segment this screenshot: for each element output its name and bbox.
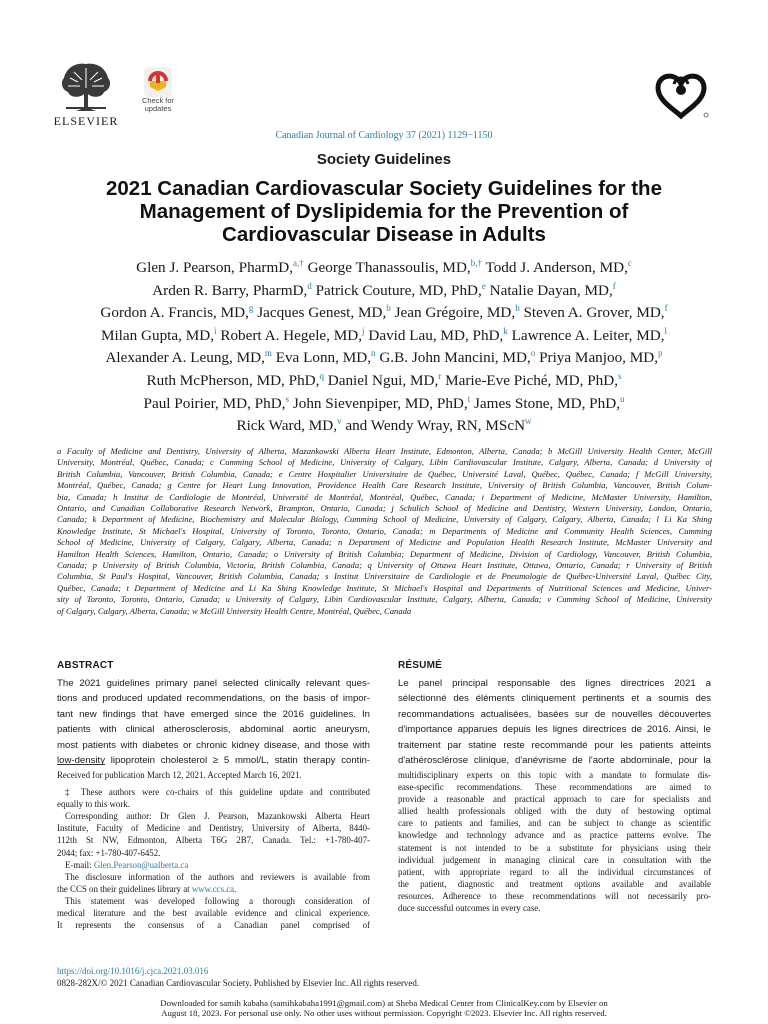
- author-affiliation-marker[interactable]: v: [337, 416, 342, 427]
- statement-note: It represents the consensus of a Canadian panel comprised of: [57, 920, 370, 931]
- copyright-line: 0828-282X/© 2021 Canadian Cardiovascular Society. Published by Elsevier Inc. All rights reserved.: [57, 978, 420, 988]
- author-name: James Stone, MD, PhD,: [470, 394, 620, 412]
- elsevier-tree-icon: [56, 58, 116, 113]
- author-name: John Sievenpiper, MD, PhD,: [289, 394, 468, 412]
- footnotes: [57, 769, 370, 931]
- author-affiliation-marker[interactable]: t: [467, 393, 471, 404]
- author-affiliation-marker[interactable]: w: [525, 416, 532, 427]
- affiliation-line: Knowledge Institute, St Michael's Hospital, University of Toronto, Toronto, Ontario, Canada; m Departments of Medicine and Community Health Sciences, Cumming: [57, 525, 712, 536]
- author-line: [40, 325, 728, 348]
- affiliation-line: School of Medicine, University of Calgary, Calgary, Alberta, Canada; n Department of Medicine and Population Health Research Institute, McMaster University and: [57, 537, 712, 548]
- abstract-line: patients with clinical atherosclerosis, abdominal aortic aneurysm,: [57, 724, 370, 736]
- author-affiliation-marker[interactable]: d: [307, 280, 312, 291]
- corresponding-author: Institute, Faculty of Medicine and Dentistry, University of Alberta, 8440-: [57, 823, 370, 834]
- affiliation-line: Montréal, Québec, Canada; g Centre for Heart Lung Innovation, Providence Health Care Research Institute, University of British Columbia, Vancouver, British Colum-: [57, 480, 712, 491]
- author-affiliation-marker[interactable]: f: [612, 280, 616, 291]
- statement-line: care to patients and families, and can be subject to change as scientific: [398, 818, 711, 829]
- statement-continued: [398, 769, 711, 914]
- elsevier-logo: [50, 58, 122, 129]
- check-for-updates-badge[interactable]: [138, 67, 178, 122]
- author-name: Priya Manjoo, MD,: [535, 349, 659, 367]
- disclosure-note: The disclosure information of the authors and reviewers is available from: [65, 871, 370, 882]
- resume-line: d'importance apparues depuis les lignes directrices de 2016. Ainsi, le: [398, 724, 711, 736]
- received-note: Received for publication March 12, 2021. Accepted March 16, 2021.: [57, 770, 302, 780]
- author-affiliation-marker[interactable]: i: [214, 325, 217, 336]
- author-name: Gordon A. Francis, MD,: [100, 304, 249, 322]
- author-name: Marie-Eve Piché, MD, PhD,: [441, 371, 619, 389]
- author-line: [40, 280, 728, 303]
- author-affiliation-marker[interactable]: o: [530, 348, 536, 359]
- statement-note: medical literature and the best available evidence and clinical experience.: [57, 908, 370, 919]
- author-name: David Lau, MD, PhD,: [364, 326, 504, 344]
- author-name: Patrick Couture, MD, PhD,: [311, 281, 482, 299]
- author-affiliation-marker[interactable]: b: [386, 303, 391, 314]
- author-affiliation-marker[interactable]: m: [264, 348, 272, 359]
- corresponding-author: 112th St NW, Edmonton, Alberta T6G 2B7, Canada. Tel.: +1-780-407-: [57, 835, 370, 846]
- statement-line: patient, with appropriate regard to all the individual circumstances of: [398, 866, 711, 877]
- author-line: [40, 393, 728, 416]
- email-label: E-mail:: [65, 859, 94, 870]
- author-name: Todd J. Anderson, MD,: [481, 259, 628, 276]
- resume-line: traitement par statine reste recommandé pour les patients atteints: [398, 739, 711, 751]
- cochairs-note: equally to this work.: [57, 799, 130, 810]
- author-name: Daniel Ngui, MD,: [323, 371, 439, 389]
- author-affiliation-marker[interactable]: r: [438, 370, 442, 381]
- author-name: Steven A. Grover, MD,: [519, 304, 665, 322]
- author-name: Jean Grégoire, MD,: [390, 304, 516, 322]
- author-name: Robert A. Hegele, MD,: [216, 326, 363, 344]
- author-name: Arden R. Barry, PharmD,: [152, 281, 308, 299]
- author-line: [40, 370, 728, 393]
- author-line: [40, 302, 728, 325]
- author-name: Glen J. Pearson, PharmD,: [136, 259, 294, 276]
- resume-line: d'athérosclérose clinique, d'anévrisme de l'aorte abdominale, pour la: [398, 755, 711, 767]
- abstract-line: low-density lipoprotein cholesterol ≥ 5 mmol/L, statin therapy contin-: [57, 755, 370, 767]
- author-affiliation-marker[interactable]: h: [515, 303, 520, 314]
- author-affiliation-marker[interactable]: j: [362, 325, 365, 336]
- author-affiliation-marker[interactable]: s: [285, 393, 290, 404]
- affiliation-line: sity of Toronto, Toronto, Ontario, Canada; u University of Calgary, Libin Cardiovascular Institute, Calgary, Alberta, Canada; v Cumming School of Medicine, University: [57, 594, 712, 605]
- author-affiliation-marker[interactable]: c: [627, 258, 632, 268]
- statement-line: the patient, diagnostic and treatment options available and available: [398, 878, 711, 889]
- resume-heading: RÉSUMÉ: [398, 660, 442, 671]
- statement-line: allied health professionals obliged with the duty of bestowing optimal: [398, 806, 711, 817]
- affiliation-line: Québec, Canada; t Department of Medicine and Li Ka Shing Knowledge Institute, St Michael's Hospital and Departments of Nutritional Sciences and Medicine, Univer-: [57, 582, 712, 593]
- affiliation-line: Ontario, and Canadian Collaborative Research Network, Brampton, Ontario, Canada; j Schulich School of Medicine and Dentistry, Western University, London, Ontario,: [57, 503, 712, 514]
- author-affiliation-marker[interactable]: s: [618, 370, 622, 381]
- download-note: [0, 998, 768, 1018]
- author-name: G.B. John Mancini, MD,: [375, 349, 531, 367]
- author-affiliation-marker[interactable]: k: [503, 325, 508, 336]
- author-name: Natalie Dayan, MD,: [485, 281, 613, 299]
- author-affiliation-marker[interactable]: u: [620, 393, 625, 404]
- resume-line: Le panel principal responsable des lignes directrices 2021 a: [398, 678, 711, 689]
- affiliation-line: a Faculty of Medicine and Dentistry, University of Alberta, Mazankowski Alberta Heart Institute, Edmonton, Alberta, Canada; b McGill University Health Center, McGill: [57, 446, 712, 456]
- author-name: George Thanassoulis, MD,: [303, 259, 471, 276]
- title-line: Cardiovascular Disease in Adults: [222, 223, 546, 246]
- download-note-line: August 18, 2023. For personal use only. No other uses without permission. Copyright ©2023. Elsevier Inc. All rights reserved.: [161, 1008, 607, 1018]
- author-name: Alexander A. Leung, MD,: [105, 349, 265, 367]
- author-affiliation-marker[interactable]: n: [371, 348, 376, 359]
- doi-link[interactable]: https://doi.org/10.1016/j.cjca.2021.03.016: [57, 966, 209, 976]
- author-affiliation-marker[interactable]: g: [248, 303, 254, 314]
- statement-line: individual judgement in managing clinical care in consultation with the: [398, 854, 711, 865]
- affiliation-line: Canada; k Department of Medicine, Biochemistry and Molecular Biology, Cumming School of Medicine, University of Calgary, Calgary, Alberta, Canada; l Li Ka Shing: [57, 514, 712, 525]
- footnote-divider: [57, 764, 105, 765]
- title-line: 2021 Canadian Cardiovascular Society Guidelines for the: [106, 177, 662, 200]
- author-name: and Wendy Wray, RN, MScN: [341, 417, 526, 435]
- disclosure-note: [57, 883, 370, 895]
- affiliation-line: bia, Canada; h Institut de Cardiologie de Montréal, Université de Montréal, Montréal, Québec, Canada; i Department of Medicine, McMaster University, Hamilton,: [57, 491, 712, 502]
- statement-line: statement is not intended to be a substitute for physicians using their: [398, 842, 711, 853]
- abstract-line: most patients with diabetes or chronic kidney disease, and those with: [57, 739, 370, 751]
- statement-note: This statement was developed following a thorough consideration of: [65, 895, 370, 906]
- author-line: [40, 347, 728, 370]
- affiliation-line: Columbia, St Paul's Hospital, Vancouver, British Columbia, Canada; s Institut Universitaire de Cardiologie et de Pneumologie de Québec-Université Laval, Québec City,: [57, 571, 712, 582]
- corresponding-author: 2044; fax: +1-780-407-6452.: [57, 847, 161, 858]
- statement-line: provide a reasonable and practical approach to care for specialists and: [398, 794, 711, 805]
- title-line: Management of Dyslipidemia for the Prevention of: [139, 200, 629, 223]
- author-name: Paul Poirier, MD, PhD,: [143, 394, 286, 412]
- resume-text: [398, 676, 711, 768]
- author-line: [40, 415, 728, 438]
- author-affiliation-marker[interactable]: f: [664, 303, 668, 314]
- statement-line: multidisciplinary experts on this topic with a mandate to formulate dis-: [398, 770, 711, 780]
- affiliation-line: University, Montréal, Québec, Canada; c Cumming School of Medicine, University of Calgary, Libin Cardiovascular Institute, Calgary, Alberta, Canada; d University of: [57, 457, 712, 468]
- statement-line: resources. Adherence to these recommendations will not necessarily pro-: [398, 890, 711, 901]
- cochairs-note: ‡ These authors were co-chairs of this guideline update and contributed: [65, 787, 370, 798]
- statement-line: ease-specific recommendations. These recommendations are aimed to: [398, 782, 711, 793]
- abstract-line: The 2021 guidelines primary panel selected clinically relevant ques-: [57, 678, 370, 689]
- author-name: Rick Ward, MD,: [236, 417, 338, 435]
- disclosure-end: .: [234, 883, 237, 894]
- abstract-text: [57, 676, 370, 768]
- author-affiliation-marker[interactable]: e: [481, 280, 486, 291]
- download-note-line: Downloaded for samih kabaha (samihkabaha1991@gmail.com) at Sheba Medical Center from ClinicalKey.com by Elsevier on: [160, 998, 608, 1008]
- author-list: [40, 257, 728, 438]
- corresponding-author: Corresponding author: Dr Glen J. Pearson, Mazankowski Alberta Heart: [65, 811, 370, 822]
- author-name: Eva Lonn, MD,: [271, 349, 372, 367]
- abstract-line: tant new findings that have emerged since the 2016 guidelines. In: [57, 708, 370, 720]
- ccs-link[interactable]: www.ccs.ca: [191, 883, 235, 894]
- article-title: [60, 177, 708, 246]
- ccs-heart-logo-icon: [650, 70, 712, 120]
- email-link[interactable]: Glen.Pearson@ualberta.ca: [93, 859, 189, 870]
- author-name: Lawrence A. Leiter, MD,: [507, 326, 665, 344]
- resume-line: sélectionné des éléments cliniquement pertinents et a soumis des: [398, 693, 711, 705]
- abstract-line: tions and produced updated recommendations, on the basis of impor-: [57, 693, 370, 705]
- author-line: [40, 257, 728, 280]
- check-updates-icon: [144, 67, 172, 97]
- resume-line: recommandations actualisées, basées sur de nouvelles découvertes: [398, 708, 711, 720]
- affiliations: [57, 446, 712, 617]
- affiliation-line: Canada; p University of British Columbia, Victoria, British Columbia, Canada; q University of Ottawa Heart Institute, Ottawa, Ontario, Canada; r University of British: [57, 560, 712, 571]
- publisher-name: ELSEVIER: [53, 114, 119, 128]
- abstract-heading: ABSTRACT: [57, 660, 114, 671]
- disclosure-text: the CCS on their guidelines library at: [57, 883, 192, 894]
- author-affiliation-marker[interactable]: b,†: [470, 258, 482, 268]
- journal-reference[interactable]: Canadian Journal of Cardiology 37 (2021) 1129−1150: [275, 130, 493, 141]
- author-affiliation-marker[interactable]: a,†: [293, 258, 304, 268]
- statement-line: knowledge and technology advance and as practice patterns evolve. The: [398, 830, 711, 841]
- badge-line-1: Check for: [141, 96, 175, 105]
- affiliation-line: Hamilton Health Sciences, Hamilton, Ontario, Canada; o University of British Columbia; Department of Medicine, Division of Cardiology, Vancouver, British Columbia,: [57, 548, 712, 559]
- author-name: Jacques Genest, MD,: [253, 304, 387, 322]
- email-line: [57, 859, 370, 871]
- affiliation-line: British Columbia, Vancouver, British Columbia, Canada; e Centre Hospitalier Universitaire de Québec, Université Laval, Québec, Québec, Canada; f McGill University,: [57, 468, 712, 479]
- statement-line: duce successful outcomes in every case.: [398, 903, 541, 914]
- author-affiliation-marker[interactable]: p: [658, 348, 663, 359]
- author-name: Ruth McPherson, MD, PhD,: [146, 371, 320, 389]
- affiliation-line: of Calgary, Calgary, Alberta, Canada; w McGill University Health Centre, Montréal, Québec, Canada: [57, 605, 412, 616]
- section-label: Society Guidelines: [316, 151, 452, 168]
- author-affiliation-marker[interactable]: q: [319, 370, 324, 381]
- badge-line-2: updates: [144, 104, 172, 113]
- author-affiliation-marker[interactable]: l: [664, 325, 668, 336]
- doi-block: [57, 965, 419, 989]
- author-name: Milan Gupta, MD,: [100, 326, 214, 344]
